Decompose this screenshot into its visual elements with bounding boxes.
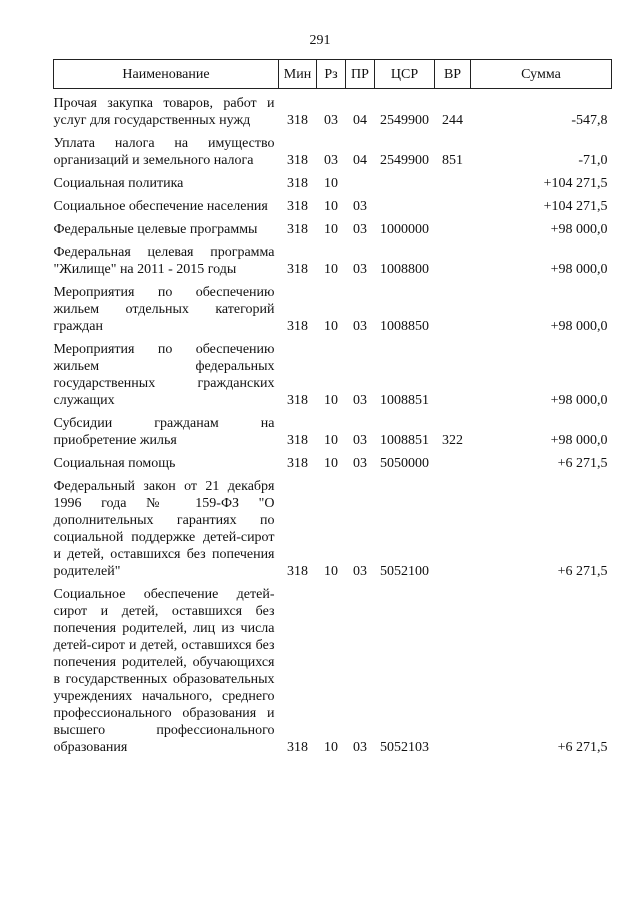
row-csr: 5052100	[380, 564, 429, 579]
row-rz: 10	[324, 262, 338, 277]
row-sum: +6 271,5	[557, 564, 608, 579]
row-sum: +98 000,0	[550, 319, 608, 334]
row-vr	[435, 472, 471, 580]
row-min: 318	[287, 199, 308, 214]
row-name: Прочая закупка товаров, работ и услуг для государственных нужд	[53, 96, 275, 128]
row-csr: 5052103	[380, 740, 429, 755]
row-rz: 10	[324, 176, 338, 191]
row-vr	[435, 580, 471, 756]
header-min: Мин	[279, 60, 317, 89]
row-csr: 1008851	[380, 393, 429, 408]
row-sum: -547,8	[571, 113, 608, 128]
header-rz: Рз	[317, 60, 346, 89]
row-sum: +6 271,5	[557, 740, 608, 755]
table-row	[54, 278, 612, 335]
row-rz: 10	[324, 393, 338, 408]
row-csr: 2549900	[380, 153, 429, 168]
row-min: 318	[287, 222, 308, 237]
row-pr: 03	[353, 393, 367, 408]
row-min: 318	[287, 456, 308, 471]
table-row	[54, 215, 612, 238]
row-sum: +6 271,5	[557, 456, 608, 471]
table-row	[54, 169, 612, 192]
row-csr	[375, 169, 435, 192]
row-name: Субсидии гражданам на приобретение жилья	[53, 416, 275, 448]
row-sum: +98 000,0	[550, 262, 608, 277]
table-row	[54, 409, 612, 449]
row-vr	[435, 169, 471, 192]
row-sum: +98 000,0	[550, 393, 608, 408]
table-row	[54, 192, 612, 215]
row-pr: 03	[353, 199, 367, 214]
header-sum: Сумма	[471, 60, 612, 89]
row-sum: +98 000,0	[550, 433, 608, 448]
row-csr: 2549900	[380, 113, 429, 128]
row-rz: 10	[324, 456, 338, 471]
row-rz: 10	[324, 222, 338, 237]
page-number: 291	[309, 33, 331, 48]
table-row	[54, 129, 612, 169]
row-min: 318	[287, 393, 308, 408]
header-name: Наименование	[54, 60, 279, 89]
row-rz: 03	[324, 113, 338, 128]
table-row	[54, 449, 612, 472]
row-name: Федеральные целевые программы	[53, 222, 258, 237]
row-csr: 1008850	[380, 319, 429, 334]
table-row	[54, 580, 612, 756]
header-pr: ПР	[346, 60, 375, 89]
row-vr	[435, 449, 471, 472]
row-min: 318	[287, 113, 308, 128]
table-row	[54, 335, 612, 409]
row-min: 318	[287, 740, 308, 755]
table-header-row	[54, 60, 612, 89]
row-pr: 04	[353, 113, 367, 128]
row-name: Уплата налога на имущество организаций и земельного налога	[53, 136, 275, 168]
row-rz: 03	[324, 153, 338, 168]
row-vr: 322	[442, 433, 463, 448]
table-row	[54, 89, 612, 130]
row-vr: 851	[442, 153, 463, 168]
row-pr: 03	[353, 262, 367, 277]
row-pr: 03	[353, 564, 367, 579]
row-vr	[435, 335, 471, 409]
row-rz: 10	[324, 319, 338, 334]
row-csr: 1008800	[380, 262, 429, 277]
row-pr: 03	[353, 222, 367, 237]
row-sum: +104 271,5	[543, 176, 608, 191]
row-csr: 1000000	[380, 222, 429, 237]
row-rz: 10	[324, 740, 338, 755]
row-csr: 1008851	[380, 433, 429, 448]
row-name: Мероприятия по обеспечению жильем отдельных категорий граждан	[53, 285, 275, 334]
row-rz: 10	[324, 433, 338, 448]
row-name: Социальное обеспечение населения	[53, 199, 268, 214]
row-sum: -71,0	[578, 153, 608, 168]
row-name: Федеральная целевая программа "Жилище" на 2011 - 2015 годы	[53, 245, 275, 277]
row-pr: 03	[353, 319, 367, 334]
row-name: Мероприятия по обеспечению жильем федеральных государственных гражданских служащих	[53, 342, 275, 408]
row-csr: 5050000	[380, 456, 429, 471]
budget-table	[53, 59, 612, 756]
row-pr: 03	[353, 433, 367, 448]
row-vr	[435, 215, 471, 238]
row-pr: 03	[353, 740, 367, 755]
header-csr: ЦСР	[375, 60, 435, 89]
row-pr: 03	[353, 456, 367, 471]
row-rz: 10	[324, 564, 338, 579]
row-min: 318	[287, 153, 308, 168]
header-vr: ВР	[435, 60, 471, 89]
row-vr	[435, 278, 471, 335]
table-row	[54, 472, 612, 580]
row-csr	[375, 192, 435, 215]
row-name: Социальная политика	[53, 176, 184, 191]
row-name: Социальная помощь	[53, 456, 176, 471]
row-min: 318	[287, 262, 308, 277]
row-vr: 244	[442, 113, 463, 128]
row-sum: +104 271,5	[543, 199, 608, 214]
row-name: Федеральный закон от 21 декабря 1996 года № 159-ФЗ "О дополнительных гарантиях по социальной поддержке детей-сирот и детей, оставшихся без попечения родителей"	[53, 479, 275, 579]
row-min: 318	[287, 319, 308, 334]
row-vr	[435, 192, 471, 215]
row-vr	[435, 238, 471, 278]
row-min: 318	[287, 564, 308, 579]
row-pr: 04	[353, 153, 367, 168]
row-pr	[346, 169, 375, 192]
table-row	[54, 238, 612, 278]
row-rz: 10	[324, 199, 338, 214]
row-min: 318	[287, 433, 308, 448]
row-min: 318	[287, 176, 308, 191]
row-name: Социальное обеспечение детей-сирот и детей, оставшихся без попечения родителей, лиц из числа детей-сирот и детей, оставшихся без попечения родителей, обучающихся в государственных образовательных учреждениях начального, среднего профессионального образования и высшего профессионального образования	[53, 587, 275, 755]
row-sum: +98 000,0	[550, 222, 608, 237]
